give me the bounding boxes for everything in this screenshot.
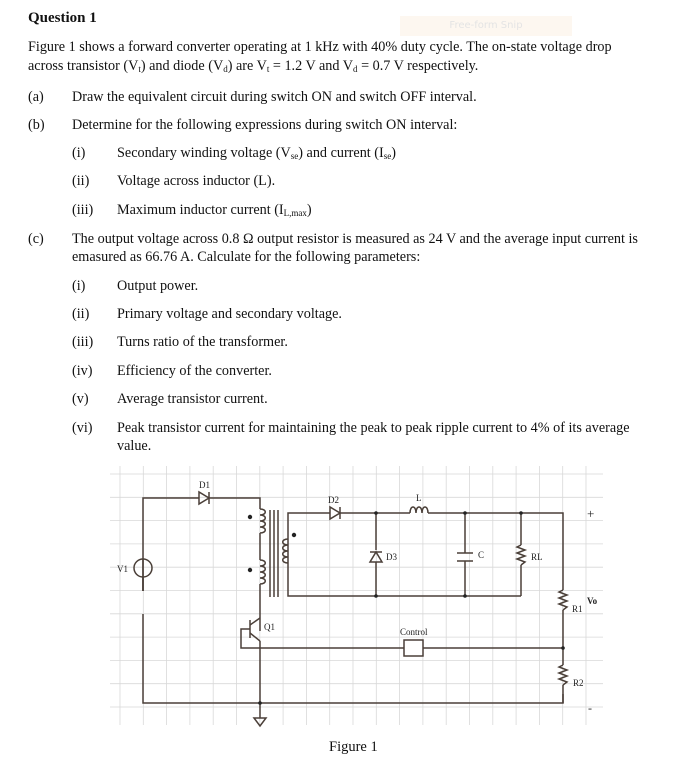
part-c-vi-label: (vi) bbox=[72, 420, 93, 436]
label-r1: R1 bbox=[572, 604, 583, 614]
part-c-line-2: emasured as 66.76 A. Calculate for the following parameters: bbox=[72, 249, 421, 265]
part-c-line-1: The output voltage across 0.8 Ω output resistor is measured as 24 V and the average input current is bbox=[72, 231, 638, 247]
part-c-v-label: (v) bbox=[72, 391, 89, 407]
label-vo: Vo bbox=[587, 596, 598, 606]
part-b-text: Determine for the following expressions during switch ON interval: bbox=[72, 117, 458, 133]
part-a-label: (a) bbox=[28, 89, 44, 105]
label-control: Control bbox=[400, 627, 428, 637]
part-c-v-text: Average transistor current. bbox=[117, 391, 268, 407]
label-rl: RL bbox=[531, 552, 543, 562]
part-b-ii-label: (ii) bbox=[72, 173, 90, 189]
part-c-vi-line-2: value. bbox=[117, 438, 152, 454]
junction-dots bbox=[248, 511, 565, 705]
label-c: C bbox=[478, 550, 485, 560]
wires bbox=[134, 492, 567, 726]
part-c-label: (c) bbox=[28, 231, 44, 247]
label-d2: D2 bbox=[328, 495, 339, 505]
part-c-vi-line-1: Peak transistor current for maintaining the peak to peak ripple current to 4% of its average bbox=[117, 420, 630, 436]
label-minus: - bbox=[588, 701, 592, 715]
part-b-label: (b) bbox=[28, 117, 45, 133]
part-c-iv-text: Efficiency of the converter. bbox=[117, 363, 272, 379]
label-q1: Q1 bbox=[264, 622, 275, 632]
label-plus: + bbox=[587, 506, 595, 521]
part-b-iii-text: Maximum inductor current $(I_{L,max})$ bbox=[117, 202, 312, 218]
part-c-iv-label: (iv) bbox=[72, 363, 93, 379]
label-d3: D3 bbox=[386, 552, 397, 562]
label-d1: D1 bbox=[199, 480, 210, 490]
part-b-i-label: (i) bbox=[72, 145, 86, 161]
part-a-text: Draw the equivalent circuit during switch ON and switch OFF interval. bbox=[72, 89, 477, 105]
label-r2: R2 bbox=[573, 678, 584, 688]
label-l: L bbox=[416, 493, 422, 503]
question-title: Question 1 bbox=[28, 10, 97, 26]
part-b-iii-label: (iii) bbox=[72, 202, 94, 218]
part-c-i-label: (i) bbox=[72, 278, 86, 294]
part-c-iii-text: Turns ratio of the transformer. bbox=[117, 334, 288, 350]
figure-caption: Figure 1 bbox=[329, 739, 378, 755]
snip-overlay: Free-form Snip bbox=[400, 16, 572, 36]
intro-line-2: across transistor $(V_t)$ and diode $(V_d)$ are $V_t = 1.2$ V and $V_d = 0.7$ V respectively. bbox=[28, 58, 479, 74]
part-c-i-text: Output power. bbox=[117, 278, 199, 294]
part-b-ii-text: Voltage across inductor (L). bbox=[117, 173, 276, 189]
part-c-iii-label: (iii) bbox=[72, 334, 94, 350]
label-v1: V1 bbox=[117, 564, 128, 574]
part-c-ii-label: (ii) bbox=[72, 306, 90, 322]
part-c-ii-text: Primary voltage and secondary voltage. bbox=[117, 306, 342, 322]
part-b-i-text: Secondary winding voltage $(V_{se})$ and current $(I_{se})$ bbox=[117, 145, 396, 161]
intro-line-1: Figure 1 shows a forward converter operating at 1 kHz with 40% duty cycle. The on-state voltage drop bbox=[28, 39, 612, 55]
